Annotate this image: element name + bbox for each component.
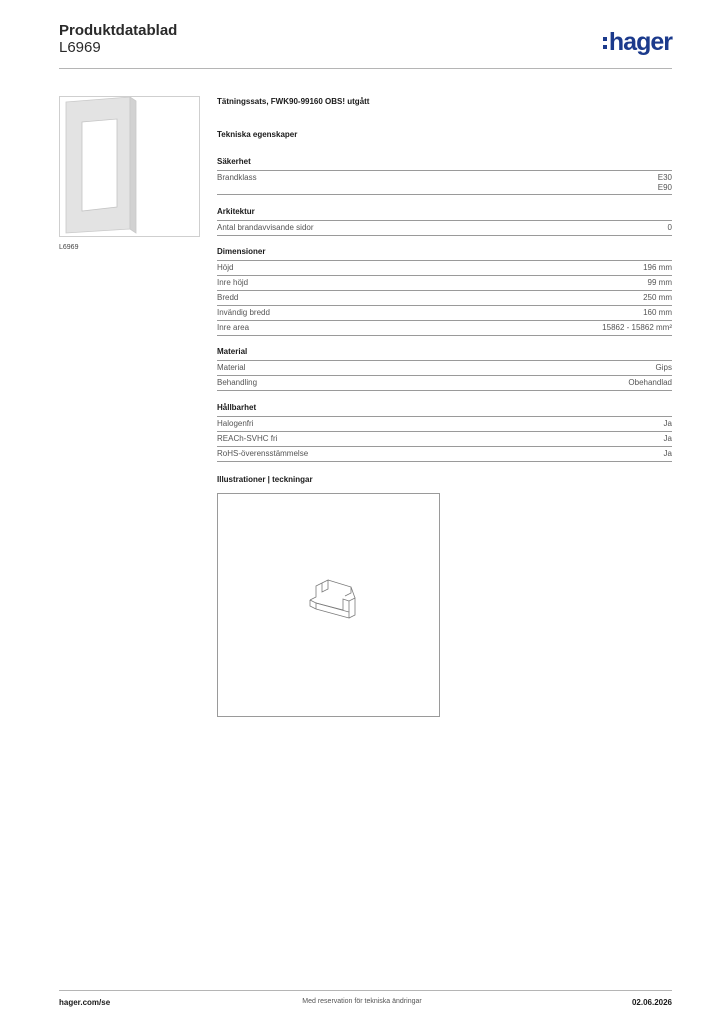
spec-row bbox=[217, 432, 672, 447]
spec-label: Material bbox=[217, 363, 246, 372]
spec-value: 250 mm bbox=[643, 293, 672, 302]
logo-text: hager bbox=[608, 28, 672, 56]
product-title: Tätningssats, FWK90-99160 OBS! utgått bbox=[217, 97, 370, 106]
spec-label: Bredd bbox=[217, 293, 239, 302]
hager-logo[interactable] bbox=[603, 28, 672, 57]
group-title: Arkitektur bbox=[217, 207, 672, 221]
illustrations-heading: Illustrationer | teckningar bbox=[217, 475, 313, 484]
group-title: Material bbox=[217, 347, 672, 361]
spec-label: Invändig bredd bbox=[217, 308, 270, 317]
product-thumbnail bbox=[59, 96, 200, 237]
spec-row bbox=[217, 221, 672, 236]
spec-row bbox=[217, 171, 672, 195]
spec-label: Höjd bbox=[217, 263, 234, 272]
spec-value: Gips bbox=[655, 363, 672, 372]
frame-product-image bbox=[60, 97, 199, 236]
spec-row bbox=[217, 361, 672, 376]
spec-value: 15862 - 15862 mm² bbox=[602, 323, 672, 332]
footer-disclaimer: Med reservation för tekniska ändringar bbox=[302, 998, 422, 1005]
spec-value: 196 mm bbox=[643, 263, 672, 272]
spec-row bbox=[217, 321, 672, 336]
logo-dots-icon bbox=[603, 37, 607, 49]
spec-label: Antal brandavvisande sidor bbox=[217, 223, 314, 232]
spec-label: Halogenfri bbox=[217, 419, 254, 428]
group-title: Dimensioner bbox=[217, 247, 672, 261]
footer-website-link[interactable]: hager.com/se bbox=[59, 998, 111, 1007]
spec-value: 0 bbox=[667, 223, 672, 232]
spec-label: RoHS-överensstämmelse bbox=[217, 449, 309, 458]
footer-date: 02.06.2026 bbox=[631, 998, 672, 1007]
spec-row bbox=[217, 261, 672, 276]
thumbnail-caption: L6969 bbox=[59, 244, 79, 251]
page-title: Produktdatablad bbox=[59, 22, 178, 39]
spec-row bbox=[217, 276, 672, 291]
spec-value: Obehandlad bbox=[628, 378, 672, 387]
spec-row bbox=[217, 447, 672, 462]
spec-group-material bbox=[217, 347, 672, 391]
spec-row bbox=[217, 306, 672, 321]
illustration-panel bbox=[217, 493, 440, 717]
spec-value: E30 E90 bbox=[657, 173, 672, 192]
section-heading: Tekniska egenskaper bbox=[217, 130, 298, 139]
spec-group-sustainability bbox=[217, 403, 672, 462]
spec-value: Ja bbox=[663, 449, 672, 458]
spec-value: 160 mm bbox=[643, 308, 672, 317]
seal-kit-drawing bbox=[218, 494, 439, 716]
spec-label: Behandling bbox=[217, 378, 258, 387]
group-title: Hållbarhet bbox=[217, 403, 672, 417]
spec-label: Brandklass bbox=[217, 173, 257, 182]
spec-row bbox=[217, 417, 672, 432]
spec-label: REACh-SVHC fri bbox=[217, 434, 278, 443]
spec-group-safety bbox=[217, 157, 672, 195]
spec-value: Ja bbox=[663, 419, 672, 428]
spec-row bbox=[217, 376, 672, 391]
product-code: L6969 bbox=[59, 39, 101, 56]
spec-value: 99 mm bbox=[647, 278, 672, 287]
spec-label: Inre area bbox=[217, 323, 250, 332]
spec-value: Ja bbox=[663, 434, 672, 443]
spec-label: Inre höjd bbox=[217, 278, 249, 287]
spec-row bbox=[217, 291, 672, 306]
spec-group-dimensions bbox=[217, 247, 672, 336]
footer-divider bbox=[59, 990, 672, 991]
spec-group-architecture bbox=[217, 207, 672, 236]
header-divider bbox=[59, 68, 672, 69]
spec-content bbox=[217, 96, 672, 462]
group-title: Säkerhet bbox=[217, 157, 672, 171]
